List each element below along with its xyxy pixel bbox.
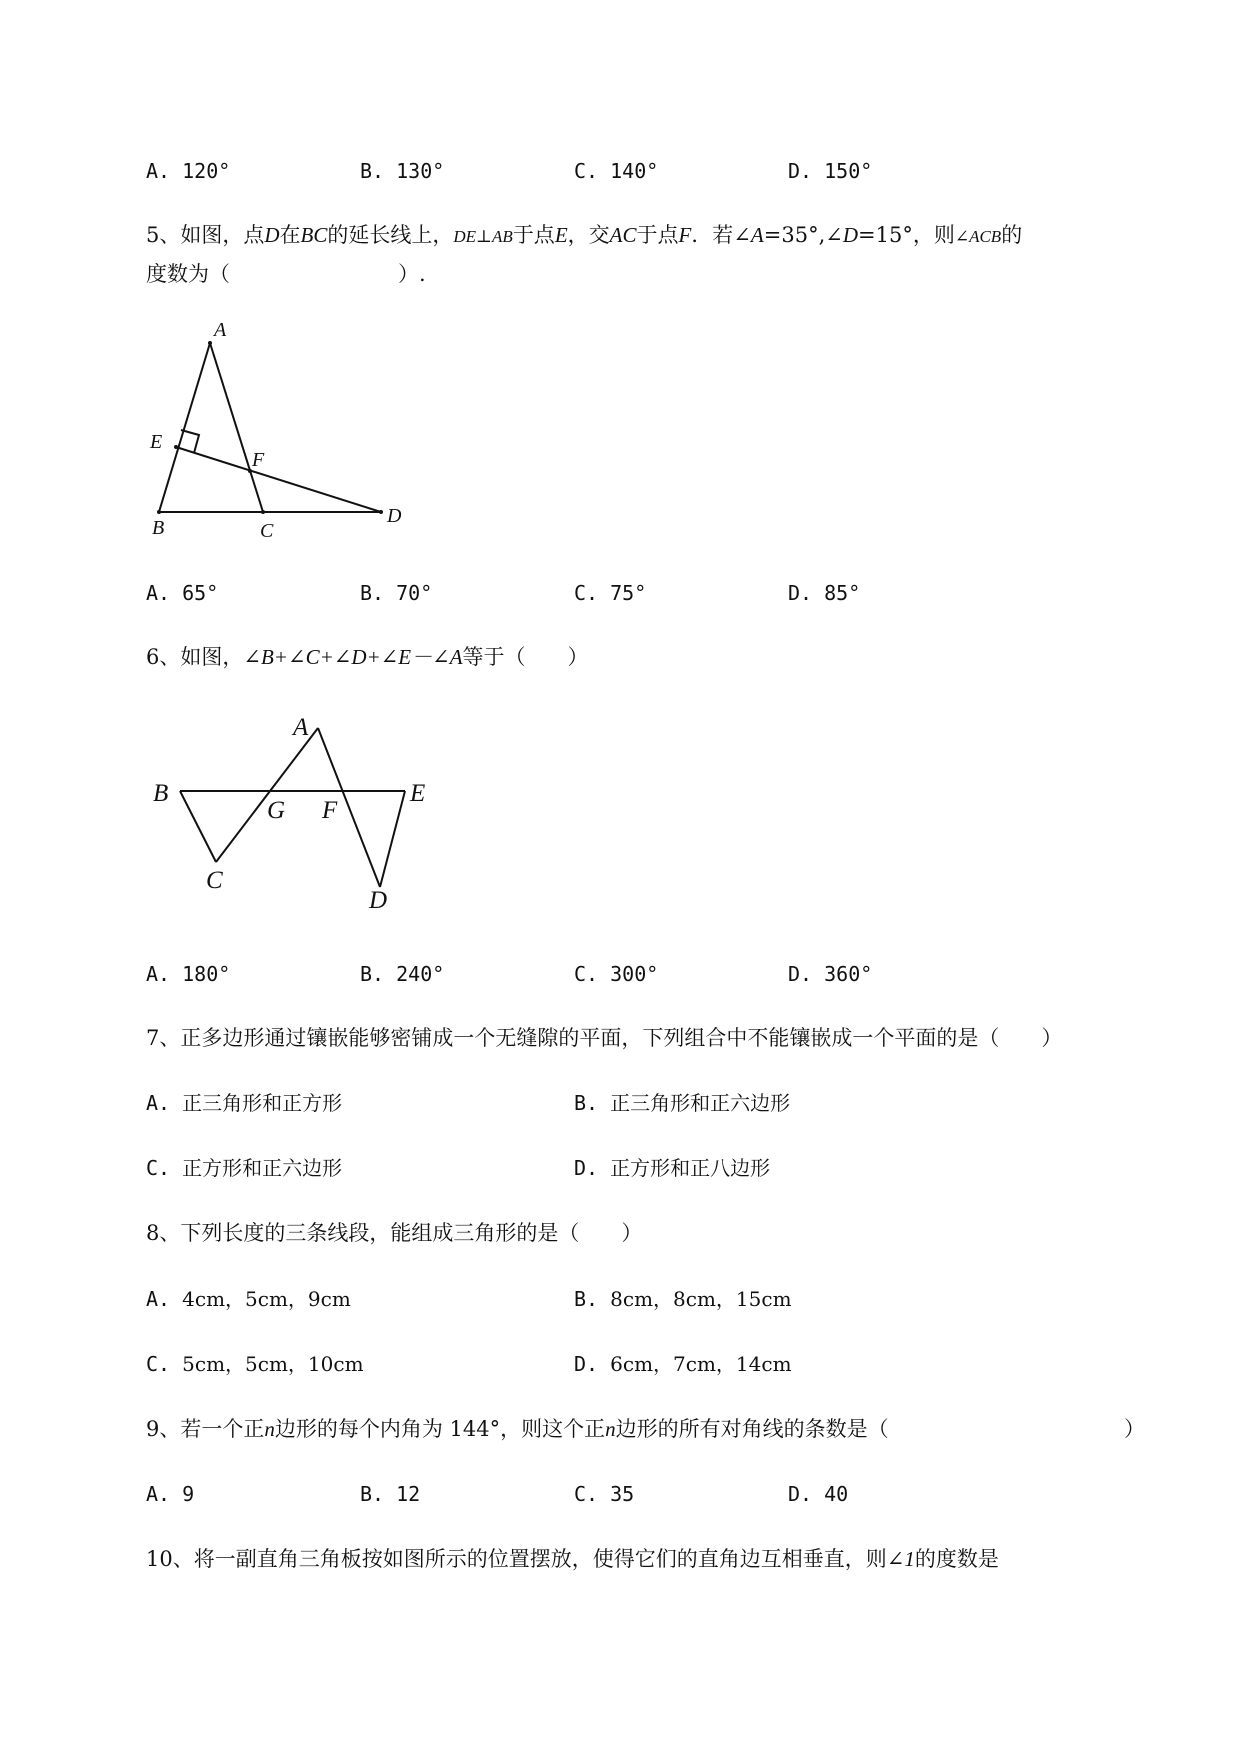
q5-option-d: D. 85° xyxy=(788,581,861,605)
q6-segment-bc xyxy=(180,791,216,862)
q5-segment-ac xyxy=(210,343,263,512)
q9-option-a: A. 9 xyxy=(146,1482,195,1506)
q5-option-b: B. 70° xyxy=(360,581,433,605)
q8-option-d: D. 6cm，7cm，14cm xyxy=(574,1352,792,1376)
q6-label-a: A xyxy=(293,714,309,741)
q7-option-c: C. 正方形和正六边形 xyxy=(146,1156,343,1180)
q7-option-d: D. 正方形和正八边形 xyxy=(574,1156,771,1180)
q6-option-b: B. 240° xyxy=(360,962,445,986)
q6-option-d: D. 360° xyxy=(788,962,873,986)
q8-stem: 8、下列长度的三条线段，能组成三角形的是（ ） xyxy=(146,1221,643,1245)
q5-label-d: D xyxy=(387,505,402,527)
q5-label-f: F xyxy=(252,449,265,471)
q5-label-c: C xyxy=(260,520,274,542)
q6-segment-de xyxy=(380,791,405,887)
q6-label-b: B xyxy=(153,780,169,807)
q5-segment-ed xyxy=(176,447,381,512)
q5-label-b: B xyxy=(152,517,165,539)
q4-option-d: D. 150° xyxy=(788,159,873,183)
q6-option-c: C. 300° xyxy=(574,962,659,986)
q6-label-g: G xyxy=(267,797,286,824)
q6-label-e: E xyxy=(410,780,426,807)
q10-stem: 10、将一副直角三角板按如图所示的位置摆放，使得它们的直角边互相垂直，则∠1的度数是 xyxy=(146,1547,999,1571)
q9-option-b: B. 12 xyxy=(360,1482,421,1506)
q4-option-b: B. 130° xyxy=(360,159,445,183)
q4-option-c: C. 140° xyxy=(574,159,659,183)
q5-option-a: A. 65° xyxy=(146,581,219,605)
q6-option-a: A. 180° xyxy=(146,962,231,986)
q7-stem: 7、正多边形通过镶嵌能够密铺成一个无缝隙的平面，下列组合中不能镶嵌成一个平面的是（ ） xyxy=(146,1026,1063,1050)
q5-stem-line1: 5、如图，点D在BC的延长线上，DE⊥AB于点E，交AC于点F．若∠A=35°,∠D=15°，则∠ACB的 xyxy=(146,223,1023,247)
q9-option-d: D. 40 xyxy=(788,1482,849,1506)
q5-stem-line2: 度数为（ ）. xyxy=(146,262,426,286)
q6-label-c: C xyxy=(206,867,223,894)
q9-option-c: C. 35 xyxy=(574,1482,635,1506)
q8-option-c: C. 5cm，5cm，10cm xyxy=(146,1352,364,1376)
q8-option-b: B. 8cm，8cm，15cm xyxy=(574,1287,792,1311)
q9-stem-close: ） xyxy=(1124,1417,1145,1441)
q7-option-a: A. 正三角形和正方形 xyxy=(146,1091,343,1115)
q5-label-e: E xyxy=(150,431,163,453)
q6-label-d: D xyxy=(369,887,388,914)
q4-option-a: A. 120° xyxy=(146,159,231,183)
q8-option-a: A. 4cm，5cm，9cm xyxy=(146,1287,351,1311)
q6-label-f: F xyxy=(322,797,338,824)
q6-segment-ca xyxy=(216,728,318,862)
q5-segment-ab xyxy=(159,343,210,512)
q6-stem: 6、如图，∠B+∠C+∠D+∠E－∠A等于（ ） xyxy=(146,645,589,669)
q5-label-a: A xyxy=(214,319,227,341)
q9-stem: 9、若一个正n边形的每个内角为 144°，则这个正n边形的所有对角线的条数是（ xyxy=(146,1417,889,1441)
q7-option-b: B. 正三角形和正六边形 xyxy=(574,1091,791,1115)
q5-option-c: C. 75° xyxy=(574,581,647,605)
